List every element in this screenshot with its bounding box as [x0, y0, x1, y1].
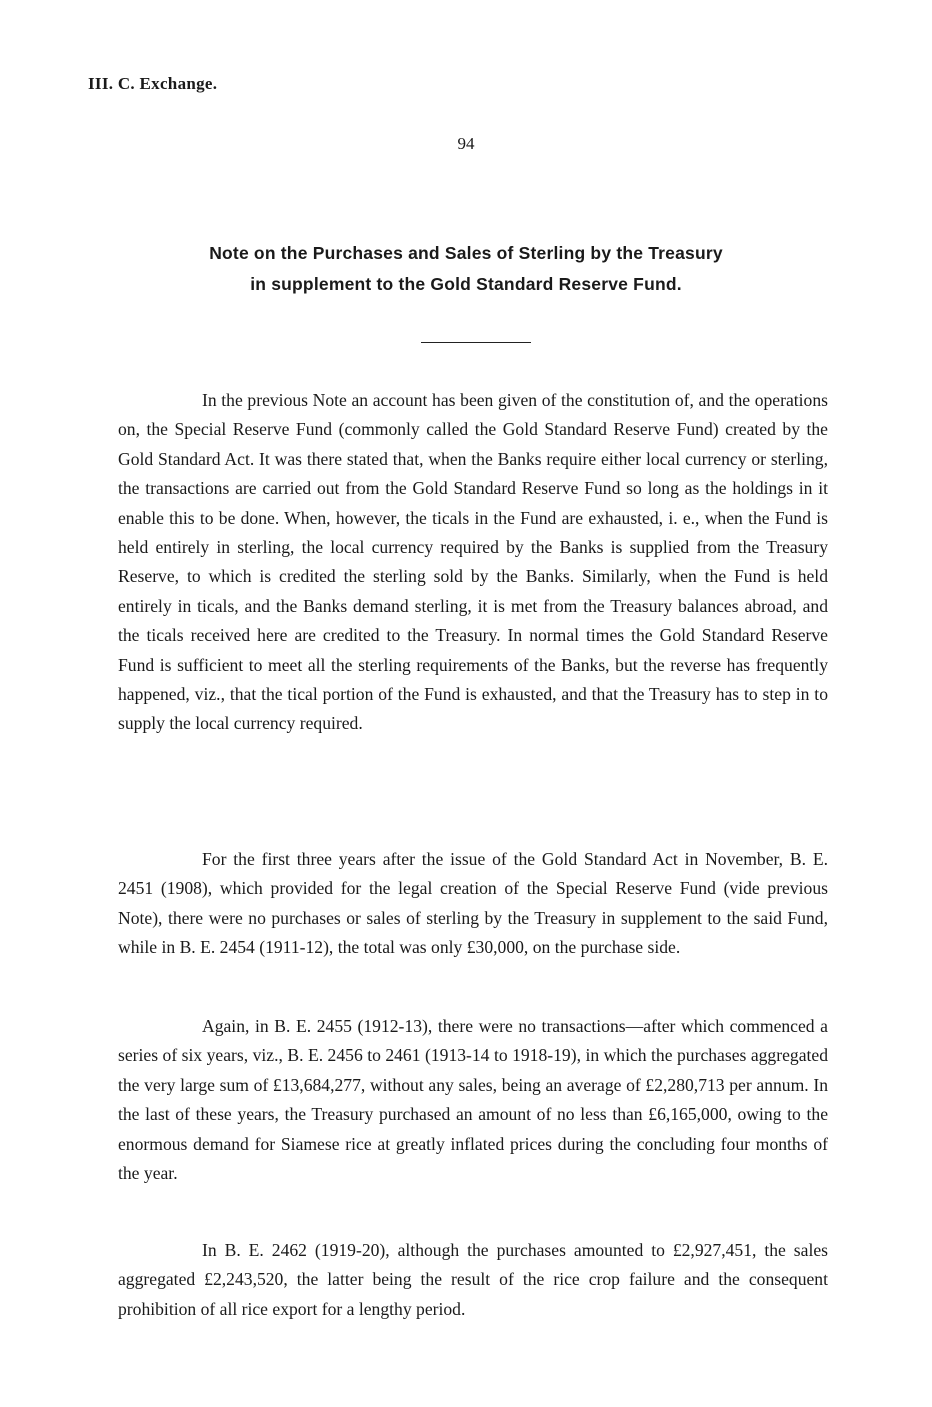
- page-number: 94: [457, 134, 475, 153]
- paragraph-4: In B. E. 2462 (1919-20), although the purchases amounted to £2,927,451, the sales aggregated £2,243,520, the latter being the result of the rice crop failure and the consequent prohibition of all rice export for a lengthy period.: [118, 1240, 828, 1319]
- paragraph-2: For the first three years after the issue of the Gold Standard Act in November, B. E. 2451 (1908), which provided for the legal creation of the Special Reserve Fund (vide previous Note), there were no purchases or sales of sterling by the Treasury in supplement to the said Fund, while in B. E. 2454 (1911-12), the total was only £30,000, on the purchase side.: [118, 849, 828, 958]
- section-label: III. C. Exchange.: [88, 74, 218, 93]
- title-divider: [421, 342, 531, 343]
- paragraph-1: In the previous Note an account has been given of the constitution of, and the operations on, the Special Reserve Fund (commonly called the Gold Standard Reserve Fund) created by the Gold Standard Act. It was there stated that, when the Banks require either local currency or sterling, the transactions are carried out from the Gold Standard Reserve Fund so long as the holdings in it enable this to be done. When, however, the ticals in the Fund are exhausted, i. e., when the Fund is held entirely in sterling, the local currency required by the Banks is supplied from the Treasury Reserve, to which is credited the sterling sold by the Banks. Similarly, when the Fund is held entirely in ticals, and the Banks demand sterling, it is met from the Treasury balances abroad, and the ticals received here are credited to the Treasury. In normal times the Gold Standard Reserve Fund is sufficient to meet all the sterling requirements of the Banks, but the reverse has frequently happened, viz., that the tical portion of the Fund is exhausted, and that the Treasury has to step in to supply the local currency required.: [118, 390, 828, 734]
- page-title-line-2: in supplement to the Gold Standard Reserve Fund.: [250, 274, 682, 294]
- page-title-line-1: Note on the Purchases and Sales of Sterling by the Treasury: [209, 243, 723, 263]
- paragraph-3: Again, in B. E. 2455 (1912-13), there were no transactions—after which commenced a series of six years, viz., B. E. 2456 to 2461 (1913-14 to 1918-19), in which the purchases aggregated the very large sum of £13,684,277, without any sales, being an average of £2,280,713 per annum. In the last of these years, the Treasury purchased an amount of no less than £6,165,000, owing to the enormous demand for Siamese rice at greatly inflated prices during the concluding four months of the year.: [118, 1016, 828, 1184]
- page-title: [0, 238, 932, 300]
